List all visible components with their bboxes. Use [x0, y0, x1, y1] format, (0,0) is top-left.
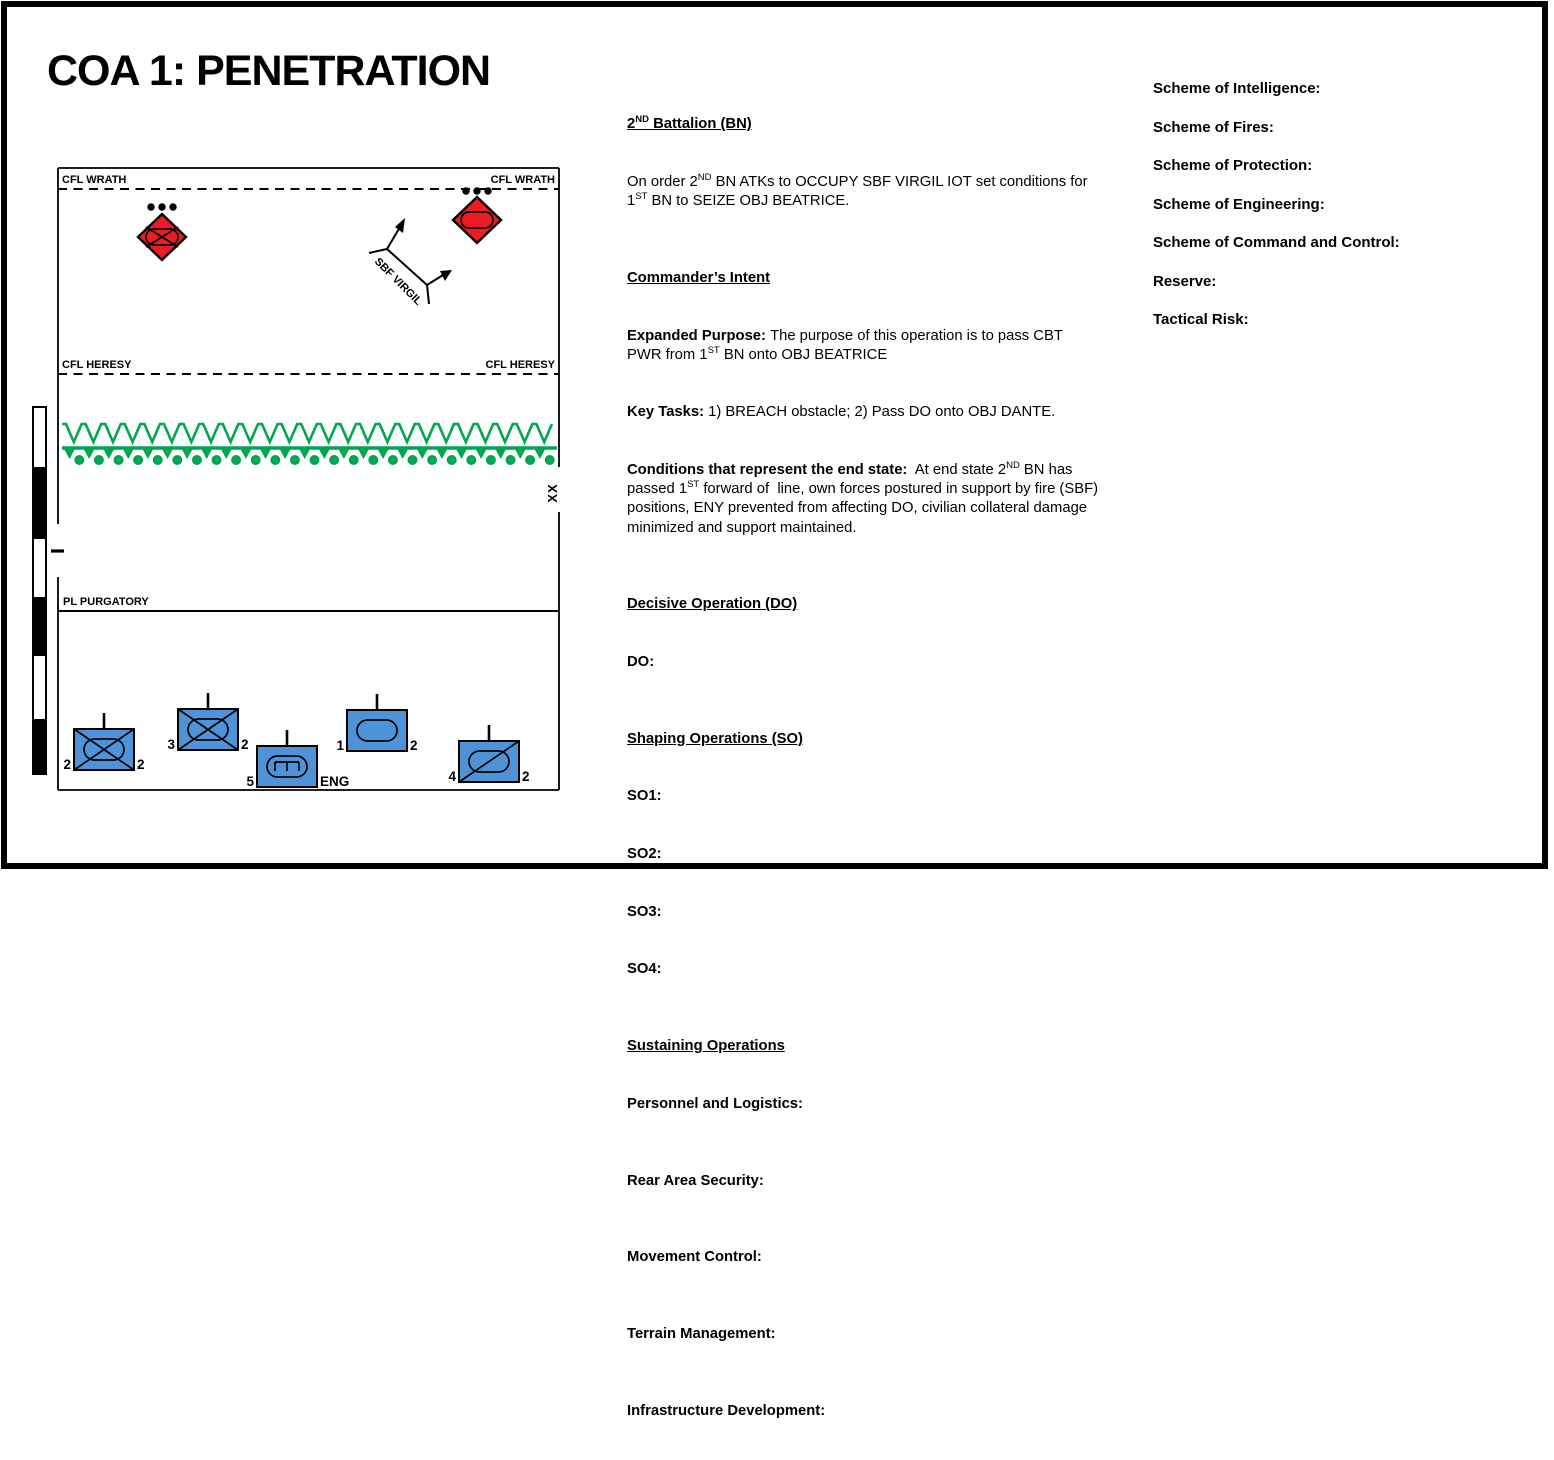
- decisive-operation-heading: Decisive Operation (DO): [627, 596, 798, 613]
- map-scale-bar-icon: [33, 407, 46, 774]
- pl-purgatory-label: PL PURGATORY: [63, 596, 149, 608]
- parent-unit-number: 2: [522, 769, 530, 784]
- sustaining-operations-heading: Sustaining Operations: [627, 1038, 785, 1055]
- cfl-wrath-label-right: CFL WRATH: [490, 174, 555, 186]
- friendly-unit-mech-infantry: [167, 693, 248, 752]
- right-column: [1153, 79, 1553, 349]
- enemy-mech-infantry-symbol-icon: [138, 203, 186, 260]
- shaping-operations-heading: Shaping Operations (SO): [627, 730, 803, 747]
- infrastructure-development-label: Infrastructure Development:: [627, 1402, 826, 1419]
- end-state-text: Conditions that represent the end state: At end state 2ND BN has passed 1ST forward of line, own forces postured in support by fire (SBF) positions, ENY prevented from affecting DO, civilian collateral damage minimized and support maintained.: [627, 460, 1103, 536]
- friendly-unit-mech-infantry: [63, 713, 144, 772]
- parent-unit-number: 2: [137, 757, 145, 772]
- scheme-fires-label: Scheme of Fires:: [1153, 118, 1274, 136]
- cfl-heresy-label-right: CFL HERESY: [485, 359, 555, 371]
- coa-sketch-map: [7, 7, 607, 883]
- so4-label: SO4:: [627, 961, 662, 978]
- sbf-virgil-graphic: [369, 218, 452, 308]
- unit-number: 1: [336, 738, 344, 753]
- cfl-heresy-line: [58, 359, 559, 374]
- tactical-risk-label: Tactical Risk:: [1153, 311, 1249, 328]
- center-column: [627, 77, 1101, 1460]
- sbf-virgil-label: SBF VIRGIL: [371, 255, 425, 308]
- enemy-armor-symbol-icon: [453, 187, 501, 243]
- map-frame: [51, 168, 559, 790]
- unit-number: 2: [63, 757, 71, 772]
- so3-label: SO3:: [627, 903, 662, 920]
- cfl-heresy-label-left: CFL HERESY: [62, 359, 132, 371]
- reserve-label: Reserve:: [1153, 272, 1217, 290]
- key-tasks-text: Key Tasks: 1) BREACH obstacle; 2) Pass DO onto OBJ DANTE.: [627, 404, 1056, 421]
- slide-border: [1, 1, 1548, 1419]
- pl-purgatory-line: [58, 596, 559, 611]
- scheme-engineering-label: Scheme of Engineering:: [1153, 195, 1325, 213]
- unit-number: 3: [167, 737, 175, 752]
- personnel-logistics-label: Personnel and Logistics:: [627, 1095, 803, 1112]
- so2-label: SO2:: [627, 846, 662, 863]
- expanded-purpose-text: Expanded Purpose: The purpose of this operation is to pass CBT PWR from 1ST BN onto OBJ BEATRICE: [627, 327, 1067, 363]
- unit-number: 5: [246, 774, 254, 789]
- parent-unit-number: 2: [241, 737, 249, 752]
- cfl-wrath-label-left: CFL WRATH: [62, 174, 127, 186]
- commanders-intent-heading: Commander’s Intent: [627, 270, 771, 287]
- cfl-wrath-line: [58, 174, 559, 189]
- scheme-command-control-label: Scheme of Command and Control:: [1153, 234, 1400, 251]
- obstacle-belt-icon: [62, 424, 557, 465]
- scheme-intelligence-label: Scheme of Intelligence:: [1153, 80, 1321, 97]
- friendly-unit-armored-recon: [448, 725, 529, 784]
- so1-label: SO1:: [627, 788, 662, 805]
- friendly-unit-armored-engineer: [246, 730, 349, 789]
- sbf-arrowhead-icon: [395, 218, 405, 233]
- do-label: DO:: [627, 654, 655, 671]
- branch-label: ENG: [320, 774, 350, 789]
- terrain-management-label: Terrain Management:: [627, 1326, 776, 1343]
- parent-unit-number: 2: [410, 738, 418, 753]
- division-boundary-label: XX: [545, 483, 560, 503]
- unit-number: 4: [448, 769, 456, 784]
- battalion-heading: 2ND Battalion (BN): [627, 114, 752, 133]
- battalion-task-text: On order 2ND BN ATKs to OCCUPY SBF VIRGIL IOT set conditions for 1ST BN to SEIZE OBJ BEATRICE.: [627, 172, 1092, 210]
- rear-area-security-label: Rear Area Security:: [627, 1172, 764, 1189]
- movement-control-label: Movement Control:: [627, 1249, 762, 1266]
- page-title: COA 1: PENETRATION: [47, 47, 491, 95]
- friendly-unit-armor: [336, 694, 417, 753]
- scheme-protection-label: Scheme of Protection:: [1153, 157, 1313, 174]
